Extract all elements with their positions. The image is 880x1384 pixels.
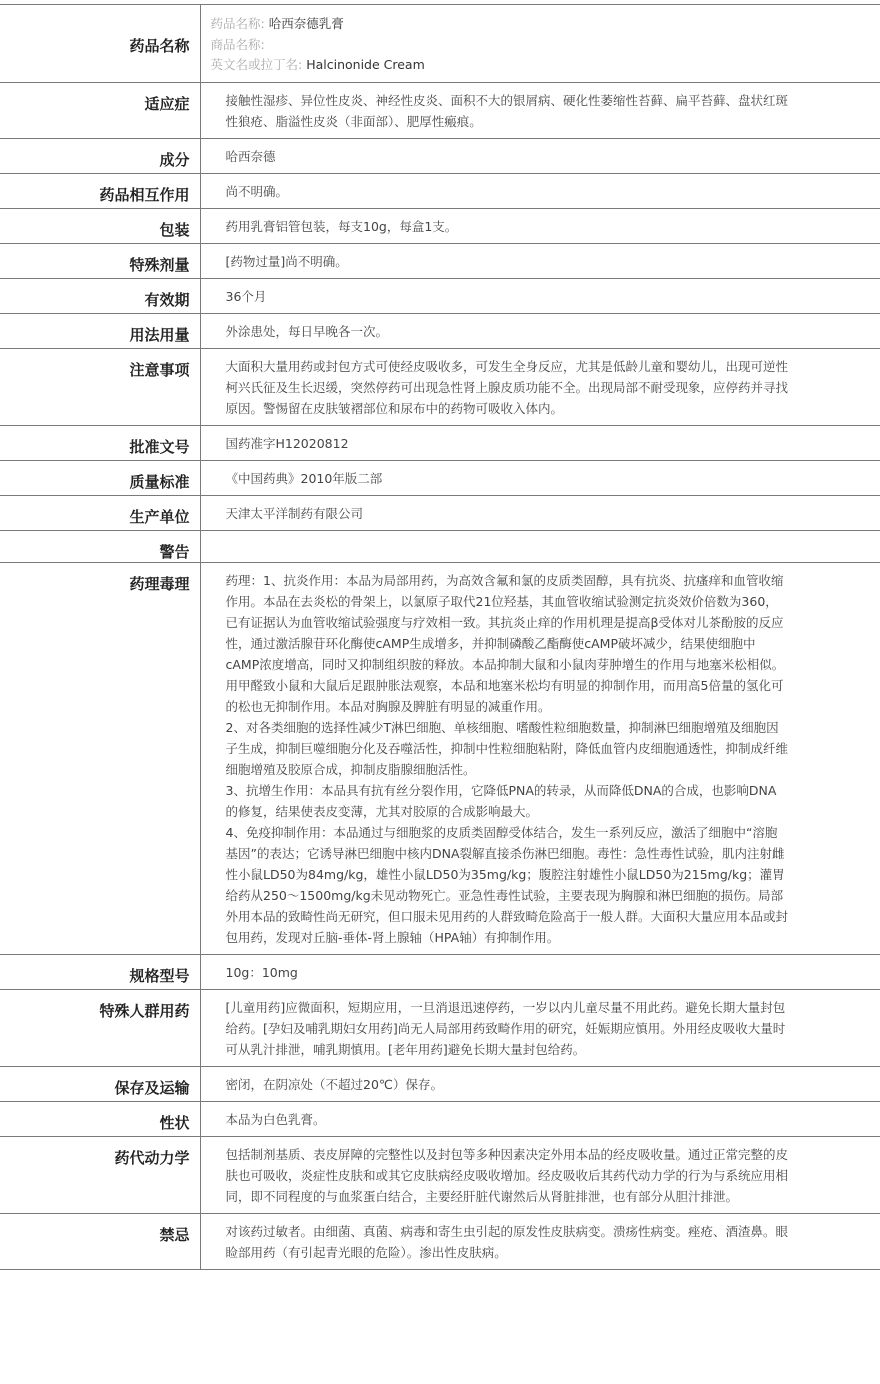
row-value: [儿童用药]应微面积，短期应用，一旦消退迅速停药，一岁以内儿童尽量不用此药。避免长期大量封包给药。[孕妇及哺乳期妇女用药]尚无人局部用药致畸作用的研究，妊娠期应慎用。外用经皮吸收大量时可从乳汁排泄，哺乳期慎用。[老年用药]避免长期大量封包给药。 (200, 989, 880, 1066)
row-label: 禁忌 (0, 1213, 200, 1269)
drug-info-table (0, 4, 880, 1270)
row-warning (0, 530, 880, 562)
row-precautions (0, 348, 880, 425)
row-value (200, 530, 880, 562)
row-value: 10g：10mg (200, 954, 880, 989)
row-contraindications (0, 1213, 880, 1269)
row-interactions (0, 173, 880, 208)
trade-name-label: 商品名称: (210, 36, 265, 52)
row-dosage (0, 313, 880, 348)
english-name-line (211, 55, 861, 76)
name-values (200, 5, 880, 83)
trade-name-line (211, 35, 861, 56)
row-label: 保存及运输 (0, 1066, 200, 1101)
row-value: 哈西奈德 (200, 138, 880, 173)
row-value: [药物过量]尚不明确。 (200, 243, 880, 278)
row-storage (0, 1066, 880, 1101)
row-label: 批准文号 (0, 425, 200, 460)
row-ingredients (0, 138, 880, 173)
row-value (200, 562, 880, 954)
row-value: 包括制剂基质、表皮屏障的完整性以及封包等多种因素决定外用本品的经皮吸收量。通过正常完整的皮肤也可吸收，炎症性皮肤和或其它皮肤病经皮吸收增加。经皮吸收后其药代动力学的行为与系统应用相同，即不同程度的与血浆蛋白结合，主要经肝脏代谢然后从肾脏排泄，也有部分从胆汁排泄。 (200, 1136, 880, 1213)
row-label: 药代动力学 (0, 1136, 200, 1213)
row-value: 外涂患处，每日早晚各一次。 (200, 313, 880, 348)
row-label: 规格型号 (0, 954, 200, 989)
pharmacology-paragraph: 2、对各类细胞的选择性减少T淋巴细胞、单核细胞、嗜酸性粒细胞数量，抑制淋巴细胞增殖及细胞因子生成，抑制巨噬细胞分化及吞噬活性，抑制中性粒细胞粘附，降低血管内皮细胞通透性，抑制成纤维细胞增殖及胶原合成，抑制皮脂腺细胞活性。 (225, 719, 789, 777)
row-label: 有效期 (0, 278, 200, 313)
drug-name-line (211, 14, 861, 35)
row-label: 包装 (0, 208, 200, 243)
row-packaging (0, 208, 880, 243)
row-label: 特殊人群用药 (0, 989, 200, 1066)
pharmacology-paragraph: 药理：1、抗炎作用：本品为局部用药，为高效含氟和氯的皮质类固醇，具有抗炎、抗瘙痒和血管收缩作用。本品在去炎松的骨架上，以氯原子取代21位羟基，其血管收缩试验测定抗炎效价倍数为360，已有证据认为血管收缩试验强度与疗效相一致。其抗炎止痒的作用机理是提高β受体对儿茶酚胺的反应性，通过激活腺苷环化酶使cAMP生成增多，并抑制磷酸乙酯酶使cAMP破坏减少，结果使细胞中cAMP浓度增高，同时又抑制组织胺的释放。本品抑制大鼠和小鼠肉芽肿增生的作用与地塞米松相似。用甲醛致小鼠和大鼠后足跟肿胀法观察，本品和地塞米松均有明显的抑制作用，而用高5倍量的氢化可的松也无抑制作用。本品对胸腺及脾脏有明显的减重作用。 (225, 572, 785, 714)
row-value: 尚不明确。 (200, 173, 880, 208)
row-value: 密闭，在阴凉处（不超过20℃）保存。 (200, 1066, 880, 1101)
drug-name-value: 哈西奈德乳膏 (268, 16, 344, 31)
row-pharmacokinetics (0, 1136, 880, 1213)
row-label: 生产单位 (0, 495, 200, 530)
row-label: 成分 (0, 138, 200, 173)
row-spec (0, 954, 880, 989)
row-manufacturer (0, 495, 880, 530)
row-label: 性状 (0, 1101, 200, 1136)
pharmacology-paragraph: 3、抗增生作用：本品具有抗有丝分裂作用，它降低PNA的转录，从而降低DNA的合成，也影响DNA的修复，结果使表皮变薄，尤其对胶原的合成影响最大。 (225, 782, 777, 819)
row-value: 《中国药典》2010年版二部 (200, 460, 880, 495)
row-special-population (0, 989, 880, 1066)
row-value: 大面积大量用药或封包方式可使经皮吸收多，可发生全身反应，尤其是低龄儿童和婴幼儿，出现可逆性柯兴氏征及生长迟缓，突然停药可出现急性肾上腺皮质功能不全。出现局部不耐受现象，应停药并寻找原因。警惕留在皮肤皱褶部位和尿布中的药物可吸收入体内。 (200, 348, 880, 425)
row-value: 对该药过敏者。由细菌、真菌、病毒和寄生虫引起的原发性皮肤病变。溃疡性病变。痤疮、酒渣鼻。眼睑部用药（有引起青光眼的危险）。渗出性皮肤病。 (200, 1213, 880, 1269)
row-value: 国药准字H12020812 (200, 425, 880, 460)
row-label: 药理毒理 (0, 562, 200, 954)
row-label: 警告 (0, 530, 200, 562)
row-validity (0, 278, 880, 313)
row-label: 药品相互作用 (0, 173, 200, 208)
row-label: 药品名称 (0, 5, 200, 83)
row-label: 注意事项 (0, 348, 200, 425)
row-label: 特殊剂量 (0, 243, 200, 278)
row-indications (0, 82, 880, 138)
row-value: 36个月 (200, 278, 880, 313)
row-drug-name (0, 5, 880, 83)
row-overdose (0, 243, 880, 278)
row-label: 质量标准 (0, 460, 200, 495)
row-value: 接触性湿疹、异位性皮炎、神经性皮炎、面积不大的银屑病、硬化性萎缩性苔藓、扁平苔藓、盘状红斑性狼疮、脂溢性皮炎（非面部）、肥厚性瘢痕。 (200, 82, 880, 138)
row-value: 药用乳膏铝管包装，每支10g，每盒1支。 (200, 208, 880, 243)
row-label: 用法用量 (0, 313, 200, 348)
row-value: 本品为白色乳膏。 (200, 1101, 880, 1136)
row-label: 适应症 (0, 82, 200, 138)
english-name-value: Halcinonide Cream (306, 57, 425, 72)
row-approval (0, 425, 880, 460)
row-value: 天津太平洋制药有限公司 (200, 495, 880, 530)
english-name-label: 英文名或拉丁名: (210, 57, 303, 72)
pharmacology-paragraph: 4、免疫抑制作用：本品通过与细胞浆的皮质类固醇受体结合，发生一系列反应，激活了细胞中“溶胞基因”的表达；它诱导淋巴细胞中核内DNA裂解直接杀伤淋巴细胞。毒性：急性毒性试验，肌内注射雌性小鼠LD50为84mg/kg，雄性小鼠LD50为35mg/kg；腹腔注射雄性小鼠LD50为215mg/kg；灌胃给药从250～1500mg/kg未见动物死亡。亚急性毒性试验，主要表现为胸腺和淋巴细胞的损伤。局部外用本品的致畸性尚无研究，但口服未见用药的人群致畸危险高于一般人群。大面积大量应用本品或封包用药，发现对丘脑-垂体-肾上腺轴（HPA轴）有抑制作用。 (225, 824, 789, 945)
drug-name-label: 药品名称: (210, 16, 265, 31)
row-appearance (0, 1101, 880, 1136)
row-standard (0, 460, 880, 495)
row-pharmacology (0, 562, 880, 954)
